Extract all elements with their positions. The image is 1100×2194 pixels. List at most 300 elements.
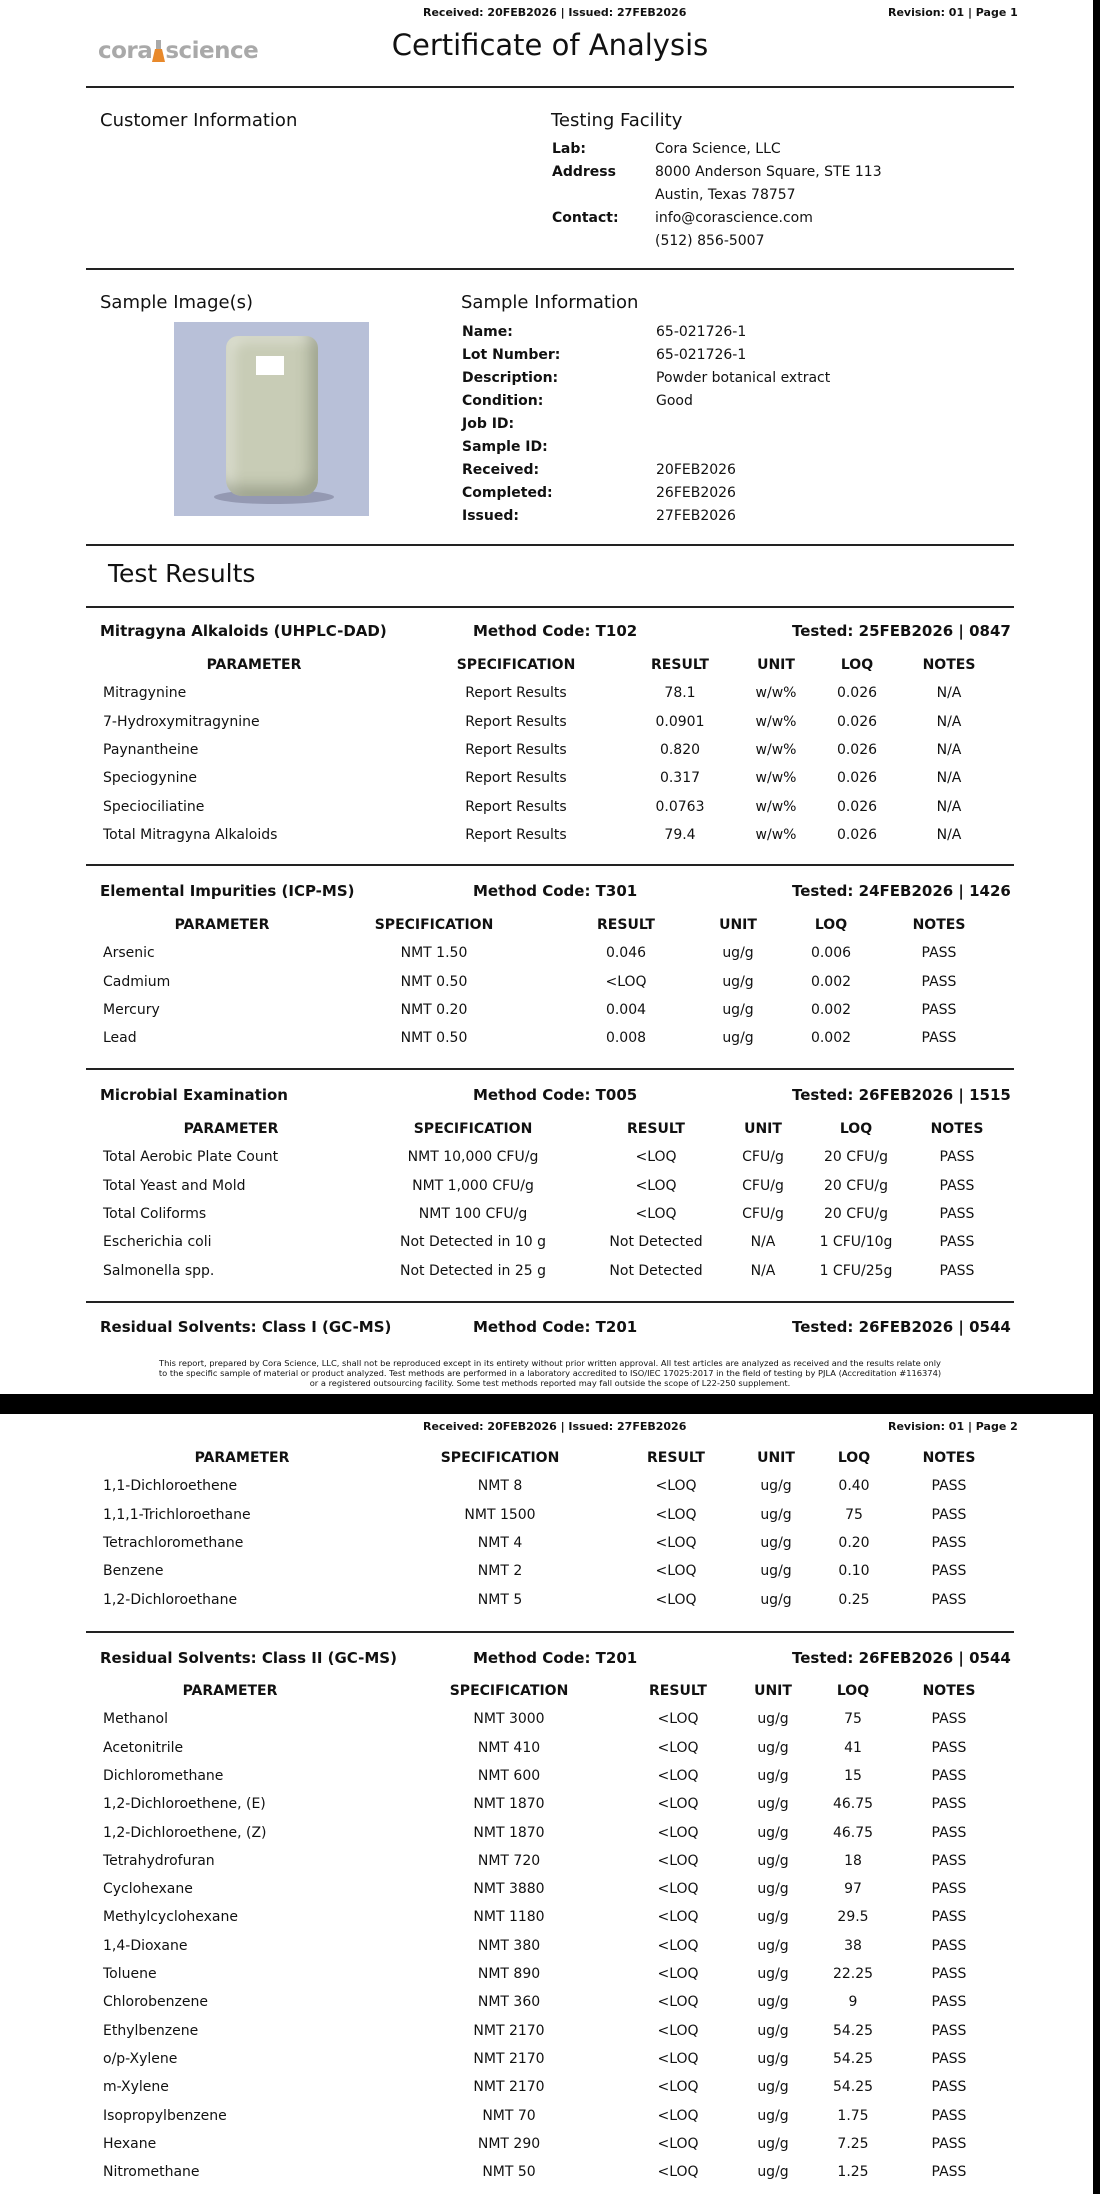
method-code: Method Code: T201 <box>473 1318 638 1336</box>
sample-field-label: Job ID: <box>462 416 515 432</box>
table-row <box>86 1825 1014 1853</box>
table-cell: Report Results <box>465 685 567 702</box>
table-cell: 7.25 <box>837 2135 869 2152</box>
table-cell: <LOQ <box>657 1739 699 1756</box>
table-cell: w/w% <box>755 770 797 787</box>
table-cell: <LOQ <box>657 2107 699 2124</box>
table-cell: PASS <box>931 1994 967 2011</box>
table-row <box>86 1507 1014 1535</box>
method-code: Method Code: T102 <box>473 622 638 640</box>
table-cell: <LOQ <box>657 1937 699 1954</box>
table-cell: NMT 1870 <box>473 1824 545 1841</box>
table-cell: ug/g <box>757 1881 789 1898</box>
table-cell: 0.10 <box>838 1563 870 1580</box>
table-row <box>86 827 1014 855</box>
table-cell: 54.25 <box>832 2079 874 2096</box>
table-cell: Not Detected <box>609 1234 703 1251</box>
table-cell: NMT 890 <box>477 1966 541 1982</box>
table-cell: 0.0901 <box>655 713 705 730</box>
table-cell: <LOQ <box>655 1534 697 1551</box>
received-issued-header: Received: 20FEB2026 | Issued: 27FEB2026 <box>423 6 687 19</box>
sample-field-value: 65-021726-1 <box>656 324 747 340</box>
table-cell: ug/g <box>757 1739 789 1756</box>
lab-label: Lab: <box>552 141 586 157</box>
table-cell: PASS <box>939 1262 975 1279</box>
address-line1: 8000 Anderson Square, STE 113 <box>655 164 882 180</box>
table-cell: Report Results <box>465 713 567 730</box>
tested-timestamp: Tested: 24FEB2026 | 1426 <box>792 882 1011 900</box>
table-cell: Report Results <box>465 770 567 787</box>
sample-field-value: 65-021726-1 <box>656 347 747 363</box>
table-cell: <LOQ <box>657 2050 699 2067</box>
column-header: SPECIFICATION <box>456 657 576 673</box>
table-cell: 20 CFU/g <box>824 1177 888 1194</box>
column-header: RESULT <box>597 917 655 933</box>
table-cell: ug/g <box>760 1534 792 1551</box>
table-row <box>86 742 1014 770</box>
table-cell: <LOQ <box>657 2022 699 2039</box>
table-cell: 0.006 <box>810 945 852 962</box>
table-cell: NMT 4 <box>477 1534 523 1551</box>
table-cell: NMT 1500 <box>464 1506 536 1523</box>
table-cell: <LOQ <box>655 1478 697 1495</box>
received-issued-header: Received: 20FEB2026 | Issued: 27FEB2026 <box>423 1420 687 1433</box>
column-header: NOTES <box>922 1683 976 1699</box>
sample-field-value: 27FEB2026 <box>656 508 736 524</box>
table-cell: <LOQ <box>657 2164 699 2181</box>
disclaimer-footer <box>86 1358 1014 1388</box>
table-cell: ug/g <box>757 2164 789 2181</box>
logo-text-right: science <box>165 38 259 64</box>
sample-field-label: Sample ID: <box>462 439 548 455</box>
table-cell: PASS <box>939 1149 975 1166</box>
divider <box>86 864 1014 866</box>
table-cell: 0.002 <box>810 1030 852 1047</box>
table-cell: <LOQ <box>657 1711 699 1728</box>
column-header: SPECIFICATION <box>440 1450 560 1466</box>
table-cell: Chlorobenzene <box>103 1994 208 2011</box>
table-cell: 0.026 <box>836 741 878 758</box>
table-cell: 1,2-Dichloroethene, (Z) <box>103 1824 267 1841</box>
column-header: NOTES <box>930 1121 984 1137</box>
table-row <box>86 1853 1014 1881</box>
method-code: Method Code: T005 <box>473 1086 638 1104</box>
table-cell: 1,1,1-Trichloroethane <box>103 1506 251 1523</box>
table-cell: 0.026 <box>836 798 878 815</box>
table-cell: PASS <box>939 1205 975 1222</box>
divider <box>86 86 1014 88</box>
table-cell: NMT 100 CFU/g <box>418 1205 528 1222</box>
table-cell: <LOQ <box>657 1767 699 1784</box>
table-cell: N/A <box>750 1262 776 1279</box>
sample-field-label: Condition: <box>462 393 544 409</box>
table-row <box>86 2051 1014 2079</box>
sample-photo <box>174 322 369 516</box>
table-cell: PASS <box>931 1824 967 1841</box>
logo-text-left: cora <box>98 38 153 64</box>
table-cell: ug/g <box>722 973 754 990</box>
table-cell: 41 <box>844 1739 862 1756</box>
table-row <box>86 2023 1014 2051</box>
redacted-label <box>256 356 284 375</box>
revision-page-header: Revision: 01 | Page 1 <box>888 6 1018 19</box>
table-cell: PASS <box>931 1796 967 1813</box>
table-cell: PASS <box>931 2164 967 2181</box>
footer-line-1: This report, prepared by Cora Science, LLC, shall not be reproduced except in its entirety without prior written approval. All test articles are analyzed as received and the results relate only <box>159 1358 941 1368</box>
customer-info-heading: Customer Information <box>100 110 298 131</box>
table-cell: NMT 1180 <box>473 1909 545 1926</box>
table-row <box>86 685 1014 713</box>
table-cell: Acetonitrile <box>103 1739 184 1756</box>
table-cell: ug/g <box>722 945 754 962</box>
column-header: RESULT <box>627 1121 685 1137</box>
column-header: UNIT <box>754 1683 792 1699</box>
table-cell: 1 CFU/25g <box>819 1262 893 1279</box>
table-cell: 75 <box>844 1711 862 1728</box>
table-cell: <LOQ <box>657 2135 699 2152</box>
table-cell: N/A <box>750 1234 776 1251</box>
divider <box>86 606 1014 608</box>
table-row <box>86 1030 1014 1058</box>
table-cell: PASS <box>921 1030 957 1047</box>
table-row <box>86 1740 1014 1768</box>
table-cell: 1,4-Dioxane <box>103 1937 188 1954</box>
table-cell: Speciogynine <box>103 770 197 787</box>
lab-value: Cora Science, LLC <box>655 141 781 157</box>
table-cell: 7-Hydroxymitragynine <box>103 713 260 730</box>
table-cell: Report Results <box>465 826 567 843</box>
table-cell: ug/g <box>757 2107 789 2124</box>
table-cell: 0.20 <box>838 1534 870 1551</box>
sample-field-value: 20FEB2026 <box>656 462 736 478</box>
sample-field-value: Powder botanical extract <box>656 370 831 386</box>
column-header: UNIT <box>744 1121 782 1137</box>
table-cell: 46.75 <box>832 1824 874 1841</box>
table-row <box>86 1149 1014 1177</box>
table-cell: N/A <box>936 770 962 787</box>
table-cell: Report Results <box>465 798 567 815</box>
table-row <box>86 1234 1014 1262</box>
table-cell: 78.1 <box>664 685 696 702</box>
table-cell: 22.25 <box>832 1966 874 1982</box>
table-cell: NMT 410 <box>477 1739 541 1756</box>
column-header: LOQ <box>840 657 874 673</box>
table-cell: PASS <box>939 1177 975 1194</box>
table-cell: 20 CFU/g <box>824 1205 888 1222</box>
table-cell: <LOQ <box>655 1506 697 1523</box>
column-header: NOTES <box>912 917 966 933</box>
table-cell: 75 <box>845 1506 863 1523</box>
table-cell: <LOQ <box>657 1966 699 1982</box>
table-cell: 0.046 <box>605 945 647 962</box>
report-page-2 <box>0 1414 1093 2194</box>
table-row <box>86 1535 1014 1563</box>
table-row <box>86 1002 1014 1030</box>
table-cell: Nitromethane <box>103 2164 200 2181</box>
table-cell: PASS <box>931 2107 967 2124</box>
column-header: RESULT <box>649 1683 707 1699</box>
tested-timestamp: Tested: 26FEB2026 | 0544 <box>792 1318 1011 1336</box>
sample-images-heading: Sample Image(s) <box>100 292 254 313</box>
table-cell: Not Detected <box>609 1262 703 1279</box>
table-cell: 29.5 <box>837 1909 869 1926</box>
table-cell: Cyclohexane <box>103 1881 193 1898</box>
table-cell: 0.026 <box>836 770 878 787</box>
table-cell: PASS <box>931 1739 967 1756</box>
table-cell: CFU/g <box>742 1205 784 1222</box>
tested-timestamp: Tested: 25FEB2026 | 0847 <box>792 622 1011 640</box>
table-row <box>86 1909 1014 1937</box>
table-cell: 9 <box>848 1994 858 2011</box>
table-cell: 0.026 <box>836 826 878 843</box>
tested-timestamp: Tested: 26FEB2026 | 0544 <box>792 1649 1011 1667</box>
table-row <box>86 1711 1014 1739</box>
sample-field-value: Good <box>656 393 693 409</box>
table-cell: N/A <box>936 826 962 843</box>
table-cell: ug/g <box>760 1478 792 1495</box>
table-header-row <box>86 1683 1014 1711</box>
table-cell: ug/g <box>757 1937 789 1954</box>
table-cell: 15 <box>844 1767 862 1784</box>
table-cell: N/A <box>936 741 962 758</box>
sample-field-label: Issued: <box>462 508 519 524</box>
table-cell: NMT 2 <box>477 1563 523 1580</box>
table-cell: N/A <box>936 798 962 815</box>
table-cell: PASS <box>931 1966 967 1982</box>
table-cell: <LOQ <box>657 2079 699 2096</box>
table-cell: <LOQ <box>635 1177 677 1194</box>
table-cell: Not Detected in 10 g <box>400 1234 546 1251</box>
column-header: NOTES <box>922 1450 976 1466</box>
table-row <box>86 2079 1014 2107</box>
table-cell: 1,2-Dichloroethene, (E) <box>103 1796 266 1813</box>
table-cell: ug/g <box>760 1563 792 1580</box>
table-cell: NMT 290 <box>477 2135 541 2152</box>
table-cell: 0.008 <box>605 1030 647 1047</box>
table-cell: 0.40 <box>838 1478 870 1495</box>
table-cell: NMT 380 <box>477 1937 541 1954</box>
table-cell: NMT 600 <box>477 1767 541 1784</box>
table-cell: PASS <box>931 1534 967 1551</box>
table-cell: PASS <box>931 1563 967 1580</box>
table-cell: 0.25 <box>838 1591 870 1608</box>
table-cell: 0.002 <box>810 1001 852 1018</box>
table-cell: PASS <box>931 1711 967 1728</box>
table-cell: Ethylbenzene <box>103 2022 199 2039</box>
table-cell: 0.820 <box>659 741 701 758</box>
table-cell: 20 CFU/g <box>824 1149 888 1166</box>
divider <box>86 1301 1014 1303</box>
table-cell: 0.026 <box>836 713 878 730</box>
table-cell: Not Detected in 25 g <box>400 1262 546 1279</box>
column-header: PARAMETER <box>182 1683 278 1699</box>
column-header: LOQ <box>836 1683 870 1699</box>
table-cell: ug/g <box>757 2079 789 2096</box>
table-cell: NMT 10,000 CFU/g <box>407 1149 539 1166</box>
table-cell: PASS <box>931 1881 967 1898</box>
table-cell: 0.317 <box>659 770 701 787</box>
table-cell: ug/g <box>757 2050 789 2067</box>
sample-field-label: Name: <box>462 324 513 340</box>
table-cell: NMT 2170 <box>473 2022 545 2039</box>
table-cell: ug/g <box>757 1966 789 1982</box>
table-cell: ug/g <box>757 2022 789 2039</box>
table-cell: Hexane <box>103 2135 157 2152</box>
table-cell: PASS <box>931 1909 967 1926</box>
table-row <box>86 1263 1014 1291</box>
table-cell: ug/g <box>757 1994 789 2011</box>
column-header: PARAMETER <box>194 1450 290 1466</box>
method-code: Method Code: T201 <box>473 1649 638 1667</box>
column-header: LOQ <box>839 1121 873 1137</box>
table-title: Residual Solvents: Class I (GC-MS) <box>100 1318 392 1336</box>
testing-facility-heading: Testing Facility <box>551 110 683 131</box>
column-header: SPECIFICATION <box>449 1683 569 1699</box>
table-cell: <LOQ <box>657 1994 699 2011</box>
table-row <box>86 1206 1014 1234</box>
table-cell: ug/g <box>760 1591 792 1608</box>
column-header: PARAMETER <box>206 657 302 673</box>
table-cell: <LOQ <box>657 1881 699 1898</box>
table-title: Residual Solvents: Class II (GC-MS) <box>100 1649 397 1667</box>
footer-line-2: to the specific sample of material or product analyzed. Test methods are performed in a laboratory accredited to ISO/IEC 17025:2017 in the field of testing by PJLA (Accreditation #116374) <box>158 1368 942 1378</box>
table-row <box>86 1768 1014 1796</box>
table-row <box>86 1966 1014 1994</box>
table-cell: NMT 1,000 CFU/g <box>412 1177 534 1194</box>
table-row <box>86 1938 1014 1966</box>
table-cell: Speciociliatine <box>103 798 205 815</box>
column-header: RESULT <box>651 657 709 673</box>
table-cell: CFU/g <box>742 1149 784 1166</box>
table-cell: Dichloromethane <box>103 1767 224 1784</box>
table-cell: Benzene <box>103 1563 164 1580</box>
table-cell: ug/g <box>757 1796 789 1813</box>
table-cell: PASS <box>931 1506 967 1523</box>
table-cell: m-Xylene <box>103 2079 169 2096</box>
column-header: LOQ <box>837 1450 871 1466</box>
table-cell: Paynantheine <box>103 741 199 758</box>
column-header: UNIT <box>719 917 757 933</box>
table-row <box>86 1592 1014 1620</box>
sample-field-label: Description: <box>462 370 559 386</box>
table-row <box>86 974 1014 1002</box>
table-row <box>86 945 1014 973</box>
table-cell: PASS <box>931 1852 967 1869</box>
table-cell: PASS <box>931 1478 967 1495</box>
table-cell: 1,1-Dichloroethene <box>103 1478 238 1495</box>
table-cell: NMT 1870 <box>473 1796 545 1813</box>
table-row <box>86 1178 1014 1206</box>
table-cell: Salmonella spp. <box>103 1262 215 1279</box>
table-cell: NMT 360 <box>477 1994 541 2011</box>
table-row <box>86 770 1014 798</box>
table-cell: PASS <box>931 2050 967 2067</box>
table-cell: Total Aerobic Plate Count <box>103 1149 279 1166</box>
table-row <box>86 2164 1014 2192</box>
table-row <box>86 1478 1014 1506</box>
table-cell: w/w% <box>755 741 797 758</box>
contact-email: info@corascience.com <box>655 210 813 226</box>
table-title: Mitragyna Alkaloids (UHPLC-DAD) <box>100 622 387 640</box>
table-cell: 0.0763 <box>655 798 705 815</box>
table-cell: o/p-Xylene <box>103 2050 178 2067</box>
table-cell: <LOQ <box>605 973 647 990</box>
table-row <box>86 2136 1014 2164</box>
table-cell: PASS <box>931 1937 967 1954</box>
table-cell: Lead <box>103 1030 137 1047</box>
table-cell: PASS <box>931 1591 967 1608</box>
table-cell: PASS <box>931 1767 967 1784</box>
table-cell: Arsenic <box>103 945 155 962</box>
table-cell: <LOQ <box>657 1796 699 1813</box>
table-cell: ug/g <box>757 2135 789 2152</box>
table-cell: PASS <box>921 1001 957 1018</box>
table-cell: <LOQ <box>635 1149 677 1166</box>
sample-info-heading: Sample Information <box>461 292 639 313</box>
sample-field-label: Lot Number: <box>462 347 561 363</box>
table-cell: ug/g <box>757 1909 789 1926</box>
table-cell: N/A <box>936 685 962 702</box>
table-cell: <LOQ <box>657 1852 699 1869</box>
table-cell: ug/g <box>757 1767 789 1784</box>
table-cell: PASS <box>939 1234 975 1251</box>
table-cell: 54.25 <box>832 2022 874 2039</box>
table-cell: NMT 8 <box>477 1478 523 1495</box>
table-cell: NMT 50 <box>482 2164 536 2181</box>
table-cell: PASS <box>921 945 957 962</box>
table-cell: <LOQ <box>657 1824 699 1841</box>
table-cell: NMT 0.50 <box>400 973 468 990</box>
column-header: SPECIFICATION <box>413 1121 533 1137</box>
table-cell: PASS <box>921 973 957 990</box>
table-cell: PASS <box>931 2079 967 2096</box>
table-cell: CFU/g <box>742 1177 784 1194</box>
address-line2: Austin, Texas 78757 <box>655 187 796 203</box>
table-cell: Mitragynine <box>103 685 187 702</box>
divider <box>86 1631 1014 1633</box>
tested-timestamp: Tested: 26FEB2026 | 1515 <box>792 1086 1011 1104</box>
divider <box>86 268 1014 270</box>
table-cell: 1,2-Dichloroethane <box>103 1591 238 1608</box>
address-label: Address <box>552 164 616 180</box>
table-cell: w/w% <box>755 826 797 843</box>
sample-field-label: Completed: <box>462 485 553 501</box>
table-cell: Total Mitragyna Alkaloids <box>103 826 278 843</box>
test-results-heading: Test Results <box>108 559 256 588</box>
table-cell: w/w% <box>755 798 797 815</box>
table-row <box>86 1994 1014 2022</box>
method-code: Method Code: T301 <box>473 882 638 900</box>
table-cell: 1 CFU/10g <box>819 1234 893 1251</box>
document-title: Certificate of Analysis <box>391 28 709 62</box>
table-cell: PASS <box>931 2022 967 2039</box>
table-cell: <LOQ <box>635 1205 677 1222</box>
table-row <box>86 1881 1014 1909</box>
contact-label: Contact: <box>552 210 619 226</box>
table-cell: NMT 3880 <box>473 1881 545 1898</box>
column-header: PARAMETER <box>174 917 270 933</box>
footer-line-3: or a registered outsourcing facility. Some test methods reported may fall outside the scope of L22-250 supplement. <box>309 1378 791 1388</box>
table-cell: ug/g <box>722 1030 754 1047</box>
table-cell: <LOQ <box>655 1563 697 1580</box>
table-row <box>86 1563 1014 1591</box>
table-row <box>86 2108 1014 2136</box>
table-cell: 1.75 <box>837 2107 869 2124</box>
table-cell: NMT 0.20 <box>400 1001 468 1018</box>
table-cell: ug/g <box>757 1852 789 1869</box>
table-cell: Toluene <box>103 1966 157 1982</box>
table-row <box>86 714 1014 742</box>
